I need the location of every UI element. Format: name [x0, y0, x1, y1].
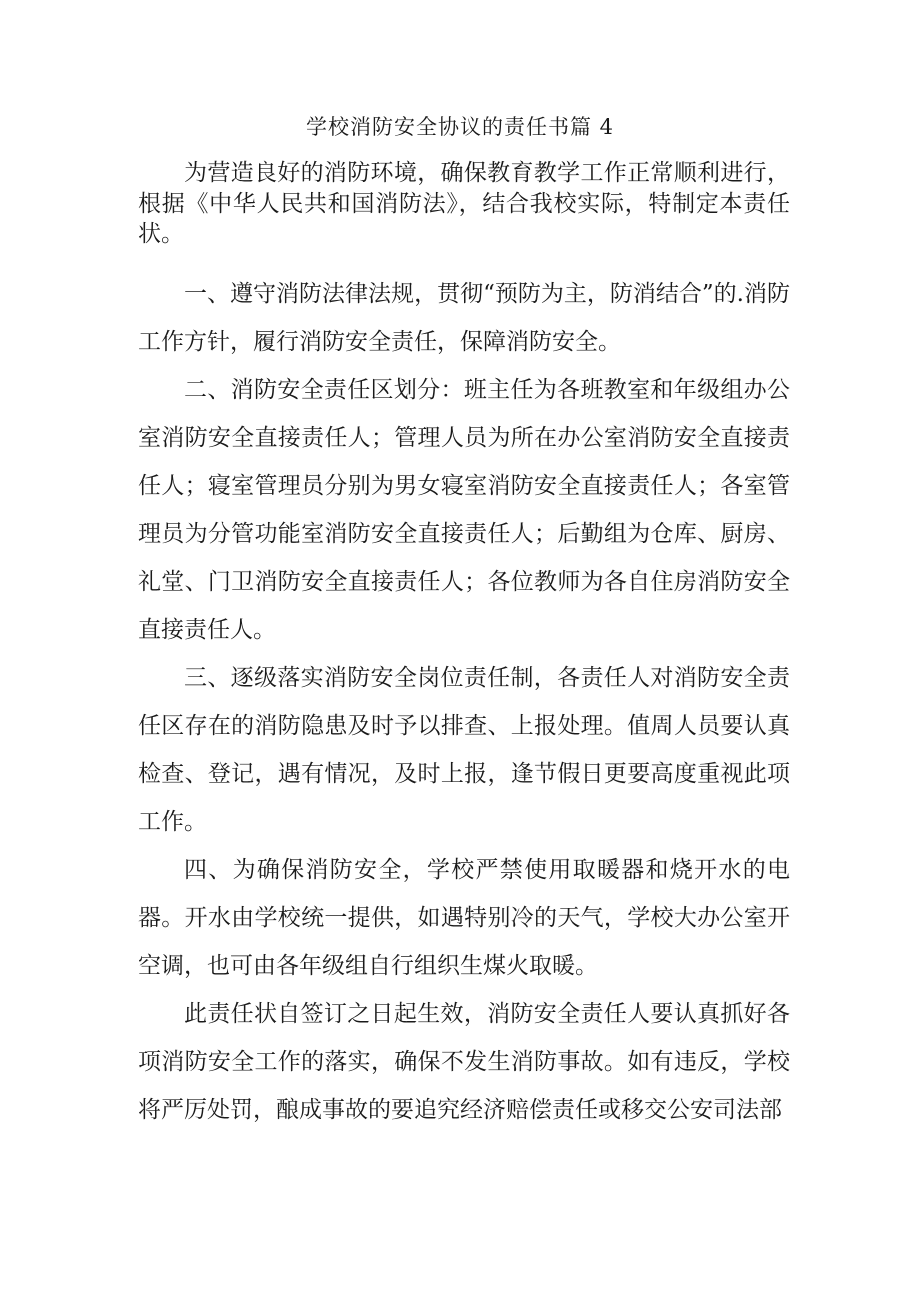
- paragraph-clause-2: 二、消防安全责任区划分：班主任为各班教室和年级组办公室消防安全直接责任人；管理人员为所在办公室消防安全直接责任人；寝室管理员分别为男女寝室消防安全直接责任人；各室管理员为分管功能室消防安全直接责任人；后勤组为仓库、厨房、礼堂、门卫消防安全直接责任人；各位教师为各自住房消防安全直接责任人。: [138, 376, 790, 643]
- paragraph-effective-clause: 此责任状自签订之日起生效，消防安全责任人要认真抓好各项消防安全工作的落实，确保不发生消防事故。如有违反，学校将严厉处罚，酿成事故的要追究经济赔偿责任或移交公安司法部: [138, 1000, 790, 1123]
- paragraph-clause-1: 一、遵守消防法律法规，贯彻“预防为主，防消结合”的.消防工作方针，履行消防安全责任，保障消防安全。: [138, 280, 790, 355]
- document-body: [138, 158, 790, 1134]
- paragraph-intro: 为营造良好的消防环境，确保教育教学工作正常顺利进行，根据《中华人民共和国消防法》，结合我校实际，特制定本责任状。: [138, 160, 790, 247]
- paragraph-clause-3: 三、逐级落实消防安全岗位责任制，各责任人对消防安全责任区存在的消防隐患及时予以排查、上报处理。值周人员要认真检查、登记，遇有情况，及时上报，逢节假日更要高度重视此项工作。: [138, 664, 790, 835]
- document-title: 学校消防安全协议的责任书篇 4: [305, 115, 615, 139]
- paragraph-clause-4: 四、为确保消防安全，学校严禁使用取暖器和烧开水的电器。开水由学校统一提供，如遇特别冷的天气，学校大办公室开空调，也可由各年级组自行组织生煤火取暖。: [138, 856, 790, 979]
